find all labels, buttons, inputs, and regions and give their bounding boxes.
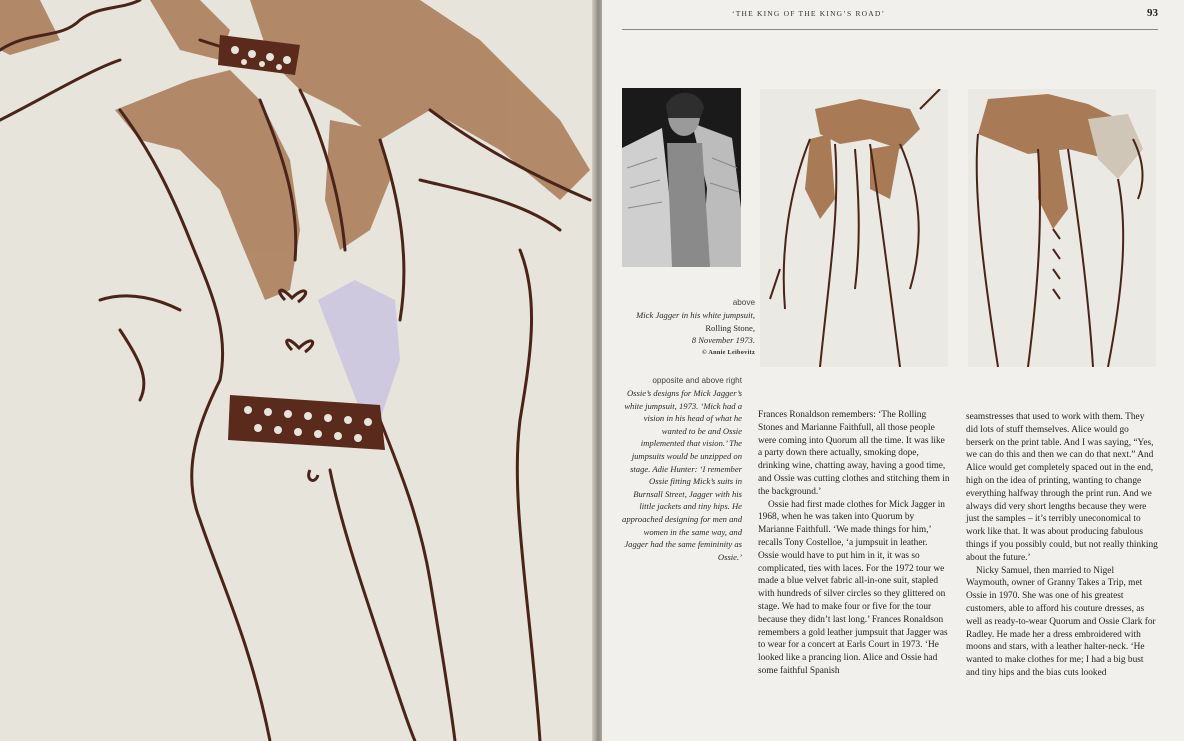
- running-head: ‘THE KING OF THE KING’S ROAD’: [732, 9, 886, 18]
- photo-mick-jagger: [622, 88, 741, 267]
- body-paragraph: Frances Ronaldson remembers: ‘The Rolling Stones and Marianne Faithfull, all those people were coming into Quorum all the time. It was like a party down there actually, smoking dope, drinking wine, chatting away, having a good time, and Ossie was cutting clothes and stitching them in the background.’: [758, 410, 950, 497]
- body-column-1: [758, 409, 950, 678]
- caption-above-label: above: [732, 298, 755, 307]
- caption-opposite-label: opposite and above right: [652, 376, 742, 385]
- caption-above-credit: © Annie Leibovitz: [701, 348, 755, 356]
- sketch-jumpsuit-front: [760, 89, 948, 367]
- body-column-2: [966, 411, 1158, 680]
- body-paragraph: Ossie had first made clothes for Mick Jagger in 1968, when he was taken into Quorum by Marianne Faithfull. ‘We made things for him,’ recalls Tony Costelloe, ‘a jumpsuit in leather. Ossie would have to put him in it, it was so complicated, ties with laces. For the 1972 tour we made a blue velvet fabric all-in-one suit, stapled with hundreds of silver circles so they glittered on stage. We had to make four or five for the tour because they didn’t last long.’ Frances Ronaldson remembers a gold leather jumpsuit that Jagger was to wear for a concert at Earls Court in 1973. ‘He looked like a prancing lion. Alice and Ossie had some faithful Spanish: [758, 499, 948, 676]
- header-rule: [622, 29, 1158, 30]
- sketch-jumpsuit-lacing: [968, 89, 1156, 367]
- body-paragraph: seamstresses that used to work with them. They did lots of stuff themselves. Alice would go berserk on the print table. And I was saying, “Yes, we can do this and then we can do that next.” And Alice would get completely spaced out in the end, high on the idea of printing, wanting to change everything halfway through the print run. And we always did very short lengths because they were just the samples – it’s terribly uneconomical to work like that. It was about producing fabulous things if you possibly could, but not really thinking about the future.’: [966, 412, 1158, 563]
- body-paragraph: Nicky Samuel, then married to Nigel Waymouth, owner of Granny Takes a Trip, met Ossie in 1970. She was one of his greatest customers, able to afford his couture dresses, as well as ready-to-wear Quorum and Ossie Clark for Radley. He made her a dress embroidered with moons and stars, with a leather halter-neck. ‘He wanted to make clothes for me; I had a big bust and tiny hips and the bias cuts looked: [966, 565, 1156, 678]
- page-number: 93: [1147, 7, 1158, 19]
- caption-opposite: [622, 375, 742, 563]
- right-page: [602, 0, 1184, 741]
- caption-opposite-text: Ossie’s designs for Mick Jagger’s white jumpsuit, 1973. ‘Mick had a vision in his head of what he wanted to be and Ossie implemented that vision.’ The jumpsuits would be unzipped on stage. Adie Hunter: ‘I remember Ossie fitting Mick’s suits in Burnsall Street, Jagger with his little jackets and tiny hips. He approached designing for men and women in the same way, and Jagger had the same femininity as Ossie.’: [622, 388, 742, 562]
- caption-above: [622, 297, 755, 356]
- caption-above-text: Mick Jagger in his white jumpsuit, Rolling Stone, 8 November 1973.: [636, 310, 755, 346]
